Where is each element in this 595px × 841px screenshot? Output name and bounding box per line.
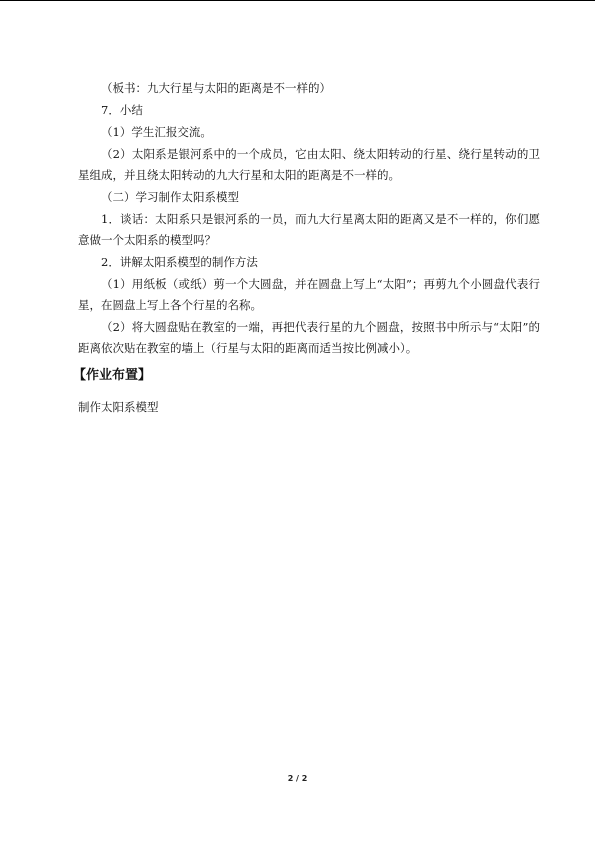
paragraph: （1）用纸板（或纸）剪一个大圆盘，并在圆盘上写上“太阳”；再剪九个小圆盘代表行星，在圆盘上写上各个行星的名称。 [78, 277, 540, 312]
homework-heading: 【作业布置】 [73, 368, 152, 383]
paragraph: （板书：九大行星与太阳的距离是不一样的） [101, 81, 331, 95]
document-body [78, 78, 540, 360]
paragraph: （二）学习制作太阳系模型 [101, 190, 239, 204]
paragraph: 2．讲解太阳系模型的制作方法 [101, 255, 258, 269]
paragraph: 7．小结 [101, 103, 143, 117]
top-rule [0, 0, 595, 1]
page-number: 2 / 2 [287, 774, 308, 783]
paragraph: （1）学生汇报交流。 [101, 125, 212, 139]
paragraph: （2）太阳系是银河系中的一个成员，它由太阳、绕太阳转动的行星、绕行星转动的卫星组成，并且绕太阳转动的九大行星和太阳的距离是不一样的。 [78, 147, 540, 182]
paragraph: 1．谈话：太阳系只是银河系的一员，而九大行星离太阳的距离又是不一样的，你们愿意做一个太阳系的模型吗？ [78, 212, 540, 247]
homework-text: 制作太阳系模型 [78, 400, 159, 414]
paragraph: （2）将大圆盘贴在教室的一端，再把代表行星的九个圆盘，按照书中所示与“太阳”的距离依次贴在教室的墙上（行星与太阳的距离而适当按比例减小）。 [78, 320, 540, 355]
